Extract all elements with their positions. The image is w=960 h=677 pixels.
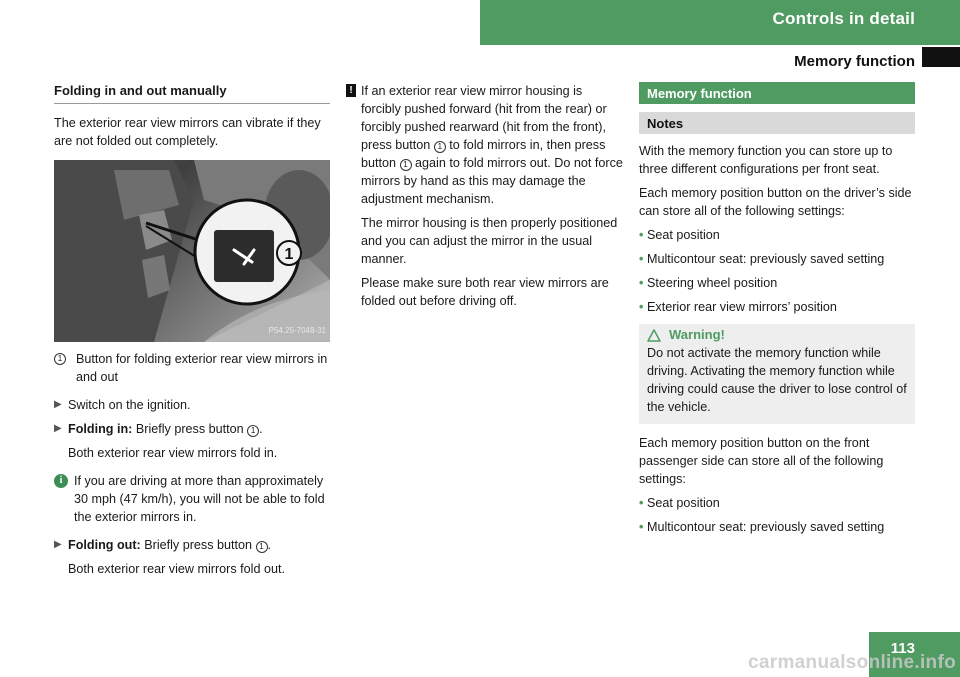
bullet-dot-icon: • [639,496,644,510]
step-ignition-text: Switch on the ignition. [68,398,191,412]
exclamation-icon: ! [346,84,356,97]
column-middle [346,82,624,316]
intro-paragraph: The exterior rear view mirrors can vibrate if they are not folded out completely. [54,116,321,148]
inline-number: 1 [247,425,259,437]
subsection-title-notes: Notes [639,112,915,134]
bullet-dot-icon: • [639,276,644,290]
warning-title-text: Warning! [669,327,725,342]
step-folding-out-label: Folding out: [68,538,141,552]
caution-note [346,82,624,214]
list-item-text: Exterior rear view mirrors’ position [647,300,837,314]
step-folding-out [54,536,330,554]
arrow-right-icon: ▶ [54,423,62,434]
caution-text-b: to fold mirrors in, then press button [361,138,606,170]
step-folding-out-result: Both exterior rear view mirrors fold out. [68,562,285,576]
inline-number: 1 [400,159,412,171]
info-note [54,472,330,526]
list-item-text: Multicontour seat: previously saved setting [647,252,885,266]
list-item-text: Steering wheel position [647,276,778,290]
photo-legend [54,350,330,386]
warning-triangle-icon [647,329,661,342]
mirror-button-illustration [54,160,330,342]
bullet-dot-icon: • [639,300,644,314]
list-item [639,518,915,536]
list-item [639,494,915,512]
memory-paragraph-1: With the memory function you can store up to three different configurations per front seat. [639,144,893,176]
warning-text: Do not activate the memory function while driving. Activating the memory function while driving could cause the driver to lose control of the vehicle. [647,346,907,414]
list-item [639,298,915,316]
header-tab-marker [922,47,960,67]
column-left [54,82,330,588]
memory-paragraph-3: Each memory position button on the front passenger side can store all of the following settings: [639,436,884,486]
step-folding-in-label: Folding in: [68,422,133,436]
caution-paragraph-3: Please make sure both rear view mirrors are folded out before driving off. [361,276,609,308]
chapter-title: Controls in detail [772,9,915,28]
photo-reference-code: P54.25-7048-31 [268,326,326,335]
inline-number: 1 [434,141,446,153]
column-right [639,82,915,542]
step-folding-in-text [68,420,263,438]
step-folding-in-body: Briefly press button [132,422,248,436]
step-folding-in [54,420,330,438]
list-item-text: Multicontour seat: previously saved setting [647,520,885,534]
inline-number: 1 [256,541,268,553]
legend-number: 1 [54,353,66,365]
list-item-text: Seat position [647,228,720,242]
watermark: carmanualsonline.info [748,652,956,673]
caution-text-c: again to fold mirrors out. Do not force mirrors by hand as this may damage the adjustment mechanism. [361,156,623,206]
info-icon: i [54,474,68,488]
caution-paragraph-2: The mirror housing is then properly positioned and you can adjust the mirror in the usual manner. [361,216,618,266]
step-folding-out-text [68,536,271,554]
list-item [639,250,915,268]
section-subtitle: Memory function [794,53,915,70]
step-folding-in-result: Both exterior rear view mirrors fold in. [68,446,278,460]
section-title-memory: Memory function [639,82,915,104]
warning-box [639,324,915,424]
page-number: 113 [890,640,915,657]
list-item [639,226,915,244]
step-folding-out-body: Briefly press button [140,538,256,552]
list-item-text: Seat position [647,496,720,510]
caution-paragraph-1 [361,82,624,208]
step-folding-out-end: . [267,538,272,552]
mirror-button-photo [54,160,330,342]
list-item [639,274,915,292]
bullet-dot-icon: • [639,520,644,534]
step-ignition [54,396,330,414]
section-heading-folding: Folding in and out manually [54,82,330,104]
photo-callout-number: 1 [284,246,294,263]
bullet-dot-icon: • [639,228,644,242]
legend-text: Button for folding exterior rear view mirrors in and out [76,352,328,384]
warning-title [647,326,907,344]
info-note-text: If you are driving at more than approximately 30 mph (47 km/h), you will not be able to fold the exterior mirrors in. [74,474,325,524]
step-folding-in-end: . [259,422,263,436]
arrow-right-icon: ▶ [54,399,62,410]
bullet-dot-icon: • [639,252,644,266]
memory-paragraph-2: Each memory position button on the driver’s side can store all of the following settings: [639,186,912,218]
caution-text-a: If an exterior rear view mirror housing is forcibly pushed forward (hit from the rear) or forcibly pushed rearward (hit from the front), press button [361,84,607,152]
arrow-right-icon: ▶ [54,539,62,550]
